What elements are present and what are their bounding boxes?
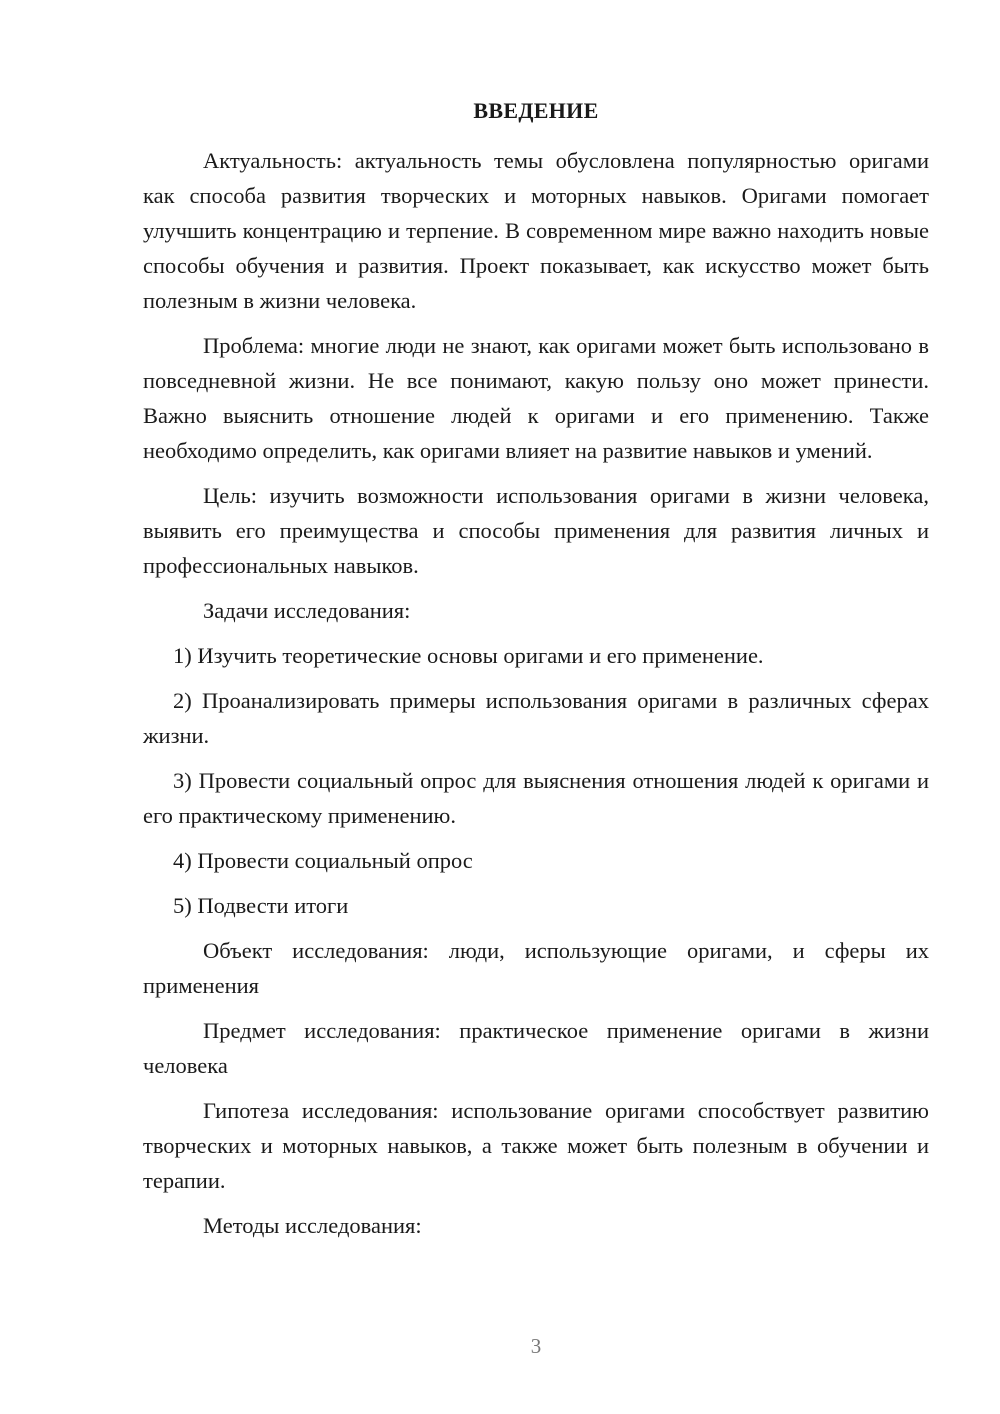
paragraph-hypothesis: Гипотеза исследования: использование оригами способствует развитию творческих и моторных навыков, а также может быть полезным в обучении и терапии. <box>143 1098 929 1193</box>
paragraph-tasks-heading: Задачи исследования: <box>203 598 411 623</box>
task-item-1: 1) Изучить теоретические основы оригами и его применение. <box>173 643 764 668</box>
paragraph-object: Объект исследования: люди, использующие оригами, и сферы их применения <box>143 938 929 998</box>
paragraph-relevance: Актуальность: актуальность темы обусловлена популярностью оригами как способа развития творческих и моторных навыков. Оригами помогает улучшить концентрацию и терпение. В современном мире важно находить новые способы обучения и развития. Проект показывает, как искусство может быть полезным в жизни человека. <box>143 148 929 313</box>
page-number: 3 <box>530 1334 542 1358</box>
paragraph-problem: Проблема: многие люди не знают, как оригами может быть использовано в повседневной жизни. Не все понимают, какую пользу оно может принести. Важно выяснить отношение людей к оригами и его применению. Также необходимо определить, как оригами влияет на развитие навыков и умений. <box>143 333 929 463</box>
paragraph-goal: Цель: изучить возможности использования оригами в жизни человека, выявить его преимущества и способы применения для развития личных и профессиональных навыков. <box>143 483 929 578</box>
task-item-2: 2) Проанализировать примеры использования оригами в различных сферах жизни. <box>143 688 929 748</box>
document-page <box>143 0 929 1414</box>
task-item-4: 4) Провести социальный опрос <box>173 848 473 873</box>
task-item-5: 5) Подвести итоги <box>173 893 349 918</box>
paragraph-subject: Предмет исследования: практическое применение оригами в жизни человека <box>143 1018 929 1078</box>
paragraph-methods: Методы исследования: <box>203 1213 422 1238</box>
task-item-3: 3) Провести социальный опрос для выяснения отношения людей к оригами и его практическому применению. <box>143 768 929 828</box>
page-body <box>143 143 929 1253</box>
section-heading: ВВЕДЕНИЕ <box>473 98 599 123</box>
